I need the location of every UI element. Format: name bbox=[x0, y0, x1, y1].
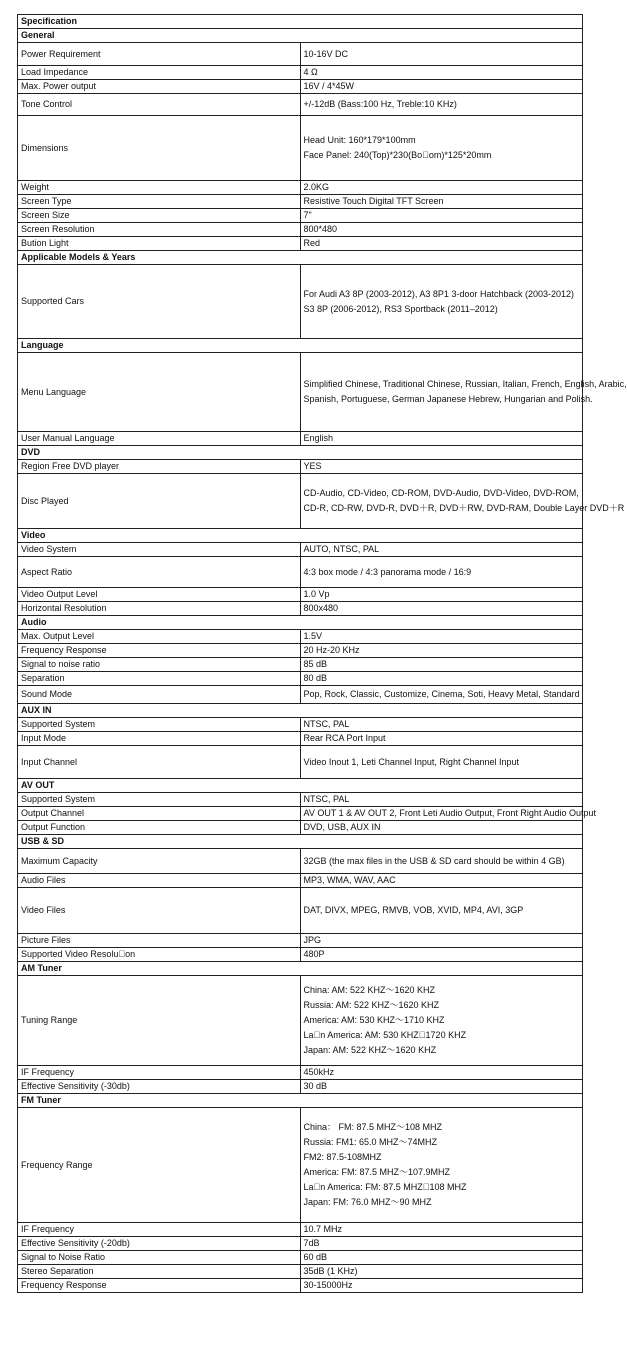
spec-value-line: MP3, WMA, WAV, AAC bbox=[303, 875, 396, 885]
spec-row bbox=[18, 602, 583, 616]
spec-value bbox=[300, 1237, 583, 1251]
spec-row bbox=[18, 807, 583, 821]
spec-label: Effective Sensitivity (-20db) bbox=[18, 1237, 301, 1251]
section-header-av-out bbox=[18, 779, 583, 793]
spec-label: Signal to noise ratio bbox=[18, 658, 301, 672]
spec-label: Tuning Range bbox=[18, 976, 301, 1066]
spec-value-line: La n America: AM: 530 KHZ～1720 KHZ bbox=[303, 1030, 467, 1040]
spec-label: Max. Power output bbox=[18, 80, 301, 94]
spec-value-line: Simplified Chinese, Traditional Chinese, Russian, Italian, French, English, Arabic, bbox=[303, 379, 627, 389]
spec-value bbox=[300, 888, 583, 934]
spec-value-line: Pop, Rock, Classic, Customize, Cinema, Soti, Heavy Metal, Standard bbox=[303, 689, 580, 699]
section-title: General bbox=[18, 29, 583, 43]
spec-value bbox=[300, 94, 583, 116]
section-header-usb-sd bbox=[18, 835, 583, 849]
spec-value-line: Red bbox=[303, 238, 321, 248]
spec-value bbox=[300, 874, 583, 888]
spec-label: Supported Cars bbox=[18, 265, 301, 339]
spec-value bbox=[300, 1108, 583, 1223]
spec-row bbox=[18, 588, 583, 602]
spec-row bbox=[18, 874, 583, 888]
spec-value-line: Rear RCA Port Input bbox=[303, 733, 386, 743]
spec-row bbox=[18, 1223, 583, 1237]
spec-value bbox=[300, 821, 583, 835]
section-header-language bbox=[18, 339, 583, 353]
spec-value bbox=[300, 934, 583, 948]
spec-label: Sound Mode bbox=[18, 686, 301, 704]
spec-label: Frequency Response bbox=[18, 644, 301, 658]
section-title: Language bbox=[18, 339, 583, 353]
spec-value bbox=[300, 460, 583, 474]
spec-value bbox=[300, 181, 583, 195]
spec-label: Menu Language bbox=[18, 353, 301, 432]
section-title: Audio bbox=[18, 616, 583, 630]
spec-label: Output Function bbox=[18, 821, 301, 835]
spec-value bbox=[300, 1080, 583, 1094]
spec-value bbox=[300, 976, 583, 1066]
spec-value-line: Face Panel: 240(Top)*230(Bo om)*125*20mm bbox=[303, 150, 492, 160]
spec-value-line: English bbox=[303, 433, 334, 443]
section-title: AM Tuner bbox=[18, 962, 583, 976]
spec-value-line: 20 Hz-20 KHz bbox=[303, 645, 360, 655]
spec-value-line: 1.0 Vp bbox=[303, 589, 330, 599]
spec-value bbox=[300, 237, 583, 251]
spec-value-line: 30-15000Hz bbox=[303, 1280, 353, 1290]
spec-value-line: 16V / 4*45W bbox=[303, 81, 355, 91]
spec-row bbox=[18, 94, 583, 116]
spec-value bbox=[300, 644, 583, 658]
spec-row bbox=[18, 1108, 583, 1223]
spec-label: Video Files bbox=[18, 888, 301, 934]
spec-row bbox=[18, 1279, 583, 1293]
spec-label: Aspect Ratio bbox=[18, 557, 301, 588]
spec-row bbox=[18, 976, 583, 1066]
spec-row bbox=[18, 116, 583, 181]
spec-value bbox=[300, 195, 583, 209]
section-header-audio bbox=[18, 616, 583, 630]
spec-label: Max. Output Level bbox=[18, 630, 301, 644]
spec-value-line: La n America: FM: 87.5 MHZ～108 MHZ bbox=[303, 1182, 467, 1192]
spec-value bbox=[300, 793, 583, 807]
spec-value-line: 480P bbox=[303, 949, 325, 959]
spec-value bbox=[300, 353, 627, 432]
spec-value bbox=[300, 672, 583, 686]
spec-value-line: 1.5V bbox=[303, 631, 323, 641]
spec-row bbox=[18, 849, 583, 874]
spec-value-line: 35dB (1 KHz) bbox=[303, 1266, 358, 1276]
section-header-general bbox=[18, 29, 583, 43]
spec-row bbox=[18, 1080, 583, 1094]
spec-value-line: America: FM: 87.5 MHZ～107.9MHZ bbox=[303, 1167, 451, 1177]
spec-value-line: Japan: AM: 522 KHZ～1620 KHZ bbox=[303, 1045, 437, 1055]
spec-value bbox=[300, 209, 583, 223]
spec-label: Bution Light bbox=[18, 237, 301, 251]
spec-value bbox=[300, 658, 583, 672]
spec-label: Supported System bbox=[18, 718, 301, 732]
spec-value-line: AV OUT 1 & AV OUT 2, Front Leti Audio Output, Front Right Audio Output bbox=[303, 808, 596, 818]
spec-label: Weight bbox=[18, 181, 301, 195]
spec-row bbox=[18, 934, 583, 948]
spec-row bbox=[18, 181, 583, 195]
spec-row bbox=[18, 686, 583, 704]
spec-row bbox=[18, 746, 583, 779]
spec-value-line: 80 dB bbox=[303, 673, 328, 683]
spec-value-line: Russia: FM1: 65.0 MHZ～74MHZ bbox=[303, 1137, 438, 1147]
spec-label: IF Frequency bbox=[18, 1223, 301, 1237]
spec-value-line: AUTO, NTSC, PAL bbox=[303, 544, 380, 554]
spec-label: Input Channel bbox=[18, 746, 301, 779]
spec-value-line: +/-12dB (Bass:100 Hz, Treble:10 KHz) bbox=[303, 99, 457, 109]
spec-row bbox=[18, 948, 583, 962]
section-header-video bbox=[18, 529, 583, 543]
spec-value bbox=[300, 1265, 583, 1279]
spec-value bbox=[300, 1279, 583, 1293]
spec-row bbox=[18, 630, 583, 644]
section-title: Specification bbox=[18, 15, 583, 29]
section-header-aux-in bbox=[18, 704, 583, 718]
spec-row bbox=[18, 672, 583, 686]
spec-row bbox=[18, 223, 583, 237]
spec-table bbox=[17, 14, 627, 1293]
spec-value-line: NTSC, PAL bbox=[303, 794, 350, 804]
spec-label: Load Impedance bbox=[18, 66, 301, 80]
spec-label: Tone Control bbox=[18, 94, 301, 116]
spec-value bbox=[300, 43, 583, 66]
spec-value bbox=[300, 849, 583, 874]
spec-row bbox=[18, 644, 583, 658]
section-header-dvd bbox=[18, 446, 583, 460]
spec-value bbox=[300, 602, 583, 616]
spec-value-line: 7dB bbox=[303, 1238, 320, 1248]
section-header-am-tuner bbox=[18, 962, 583, 976]
spec-value-line: 4:3 box mode / 4:3 panorama mode / 16:9 bbox=[303, 566, 472, 577]
spec-row bbox=[18, 1251, 583, 1265]
spec-row bbox=[18, 474, 583, 529]
spec-value-line: DAT, DIVX, MPEG, RMVB, VOB, XVID, MP4, AVI, 3GP bbox=[303, 905, 524, 915]
spec-value bbox=[300, 718, 583, 732]
spec-label: Video Output Level bbox=[18, 588, 301, 602]
spec-row bbox=[18, 1066, 583, 1080]
section-title: Applicable Models & Years bbox=[18, 251, 583, 265]
spec-label: IF Frequency bbox=[18, 1066, 301, 1080]
spec-value-line: 10.7 MHz bbox=[303, 1224, 343, 1234]
spec-row bbox=[18, 353, 583, 432]
spec-row bbox=[18, 195, 583, 209]
spec-value bbox=[300, 588, 583, 602]
spec-label: Maximum Capacity bbox=[18, 849, 301, 874]
spec-row bbox=[18, 43, 583, 66]
spec-row bbox=[18, 460, 583, 474]
spec-value-line: CD-R, CD-RW, DVD-R, DVD＋R, DVD＋RW, DVD-RAM, Double Layer DVD＋R bbox=[303, 503, 625, 513]
spec-value bbox=[300, 432, 583, 446]
spec-value-line: Russia: AM: 522 KHZ～1620 KHZ bbox=[303, 1000, 440, 1010]
spec-value bbox=[300, 66, 583, 80]
spec-value-line: 800x480 bbox=[303, 603, 339, 613]
spec-row bbox=[18, 658, 583, 672]
spec-value-line: DVD, USB, AUX IN bbox=[303, 822, 381, 832]
spec-label: Region Free DVD player bbox=[18, 460, 301, 474]
spec-value-line: CD-Audio, CD-Video, CD-ROM, DVD-Audio, DVD-Video, DVD-ROM, bbox=[303, 488, 579, 498]
spec-value-line: Head Unit: 160*179*100mm bbox=[303, 135, 416, 145]
spec-row bbox=[18, 821, 583, 835]
spec-value bbox=[300, 732, 583, 746]
spec-value-line: YES bbox=[303, 461, 322, 471]
spec-value bbox=[300, 746, 583, 779]
spec-value-line: Spanish, Portuguese, German Japanese Hebrew, Hungarian and Polish. bbox=[303, 394, 593, 404]
spec-table-body bbox=[18, 15, 627, 1293]
spec-value bbox=[300, 116, 583, 181]
spec-value bbox=[300, 1066, 583, 1080]
spec-row bbox=[18, 1237, 583, 1251]
spec-value-line: 4 Ω bbox=[303, 67, 318, 77]
spec-label: Screen Type bbox=[18, 195, 301, 209]
spec-label: Effective Sensitivity (-30db) bbox=[18, 1080, 301, 1094]
spec-label: Signal to Noise Ratio bbox=[18, 1251, 301, 1265]
spec-value-line: NTSC, PAL bbox=[303, 719, 350, 729]
spec-value-line: S3 8P (2006-2012), RS3 Sportback (2011–2012) bbox=[303, 303, 498, 314]
spec-label: Horizontal Resolution bbox=[18, 602, 301, 616]
spec-value bbox=[300, 80, 583, 94]
spec-row bbox=[18, 209, 583, 223]
spec-value-line: America: AM: 530 KHZ～1710 KHZ bbox=[303, 1015, 445, 1025]
spec-value-line: 10-16V DC bbox=[303, 48, 349, 59]
spec-value-line: Resistive Touch Digital TFT Screen bbox=[303, 196, 444, 206]
spec-value-line: 30 dB bbox=[303, 1081, 328, 1091]
spec-value bbox=[300, 223, 583, 237]
spec-label: Audio Files bbox=[18, 874, 301, 888]
spec-value bbox=[300, 1223, 583, 1237]
section-title: DVD bbox=[18, 446, 583, 460]
spec-row bbox=[18, 237, 583, 251]
spec-row bbox=[18, 888, 583, 934]
spec-row bbox=[18, 265, 583, 339]
spec-row bbox=[18, 557, 583, 588]
spec-value bbox=[300, 1251, 583, 1265]
spec-label: Separation bbox=[18, 672, 301, 686]
spec-row bbox=[18, 66, 583, 80]
spec-value-line: JPG bbox=[303, 935, 322, 945]
spec-value-line: China: AM: 522 KHZ～1620 KHZ bbox=[303, 985, 436, 995]
section-header-applicable-models-years bbox=[18, 251, 583, 265]
spec-label: Output Channel bbox=[18, 807, 301, 821]
spec-label: Supported System bbox=[18, 793, 301, 807]
section-title: FM Tuner bbox=[18, 1094, 583, 1108]
spec-row bbox=[18, 718, 583, 732]
spec-value-line: For Audi A3 8P (2003-2012), A3 8P1 3-door Hatchback (2003-2012) bbox=[303, 288, 575, 299]
spec-label: Screen Size bbox=[18, 209, 301, 223]
spec-label: Disc Played bbox=[18, 474, 301, 529]
spec-label: Video System bbox=[18, 543, 301, 557]
spec-value bbox=[300, 543, 583, 557]
spec-label: Power Requirement bbox=[18, 43, 301, 66]
spec-label: Screen Resolution bbox=[18, 223, 301, 237]
spec-value-line: China： FM: 87.5 MHZ～108 MHZ bbox=[303, 1122, 443, 1132]
spec-label: Frequency Range bbox=[18, 1108, 301, 1223]
section-title: AV OUT bbox=[18, 779, 583, 793]
spec-value bbox=[300, 265, 583, 339]
spec-value bbox=[300, 474, 625, 529]
spec-row bbox=[18, 793, 583, 807]
spec-row bbox=[18, 432, 583, 446]
spec-value-line: Japan: FM: 76.0 MHZ～90 MHZ bbox=[303, 1197, 432, 1207]
spec-row bbox=[18, 732, 583, 746]
spec-value-line: 2.0KG bbox=[303, 182, 330, 192]
spec-label: Dimensions bbox=[18, 116, 301, 181]
section-title: Video bbox=[18, 529, 583, 543]
spec-row bbox=[18, 1265, 583, 1279]
spec-label: Picture Files bbox=[18, 934, 301, 948]
spec-row bbox=[18, 80, 583, 94]
spec-value bbox=[300, 948, 583, 962]
spec-value-line: 32GB (the max files in the USB & SD card should be within 4 GB) bbox=[303, 855, 565, 866]
section-title: AUX IN bbox=[18, 704, 583, 718]
spec-label: Supported Video Resolu on bbox=[18, 948, 301, 962]
spec-value-line: 7" bbox=[303, 210, 312, 220]
spec-value bbox=[300, 686, 583, 704]
section-header-specification bbox=[18, 15, 583, 29]
spec-value-line: 60 dB bbox=[303, 1252, 328, 1262]
section-title: USB & SD bbox=[18, 835, 583, 849]
spec-value-line: Video Inout 1, Leti Channel Input, Right Channel Input bbox=[303, 756, 519, 767]
spec-value-line: FM2: 87.5-108MHZ bbox=[303, 1152, 382, 1162]
spec-value bbox=[300, 630, 583, 644]
spec-label: Frequency Response bbox=[18, 1279, 301, 1293]
spec-value bbox=[300, 557, 583, 588]
spec-value-line: 800*480 bbox=[303, 224, 338, 234]
spec-value-line: 85 dB bbox=[303, 659, 328, 669]
spec-value bbox=[300, 807, 596, 821]
spec-label: Stereo Separation bbox=[18, 1265, 301, 1279]
section-header-fm-tuner bbox=[18, 1094, 583, 1108]
spec-label: Input Mode bbox=[18, 732, 301, 746]
spec-value-line: 450kHz bbox=[303, 1067, 335, 1077]
spec-label: User Manual Language bbox=[18, 432, 301, 446]
spec-row bbox=[18, 543, 583, 557]
